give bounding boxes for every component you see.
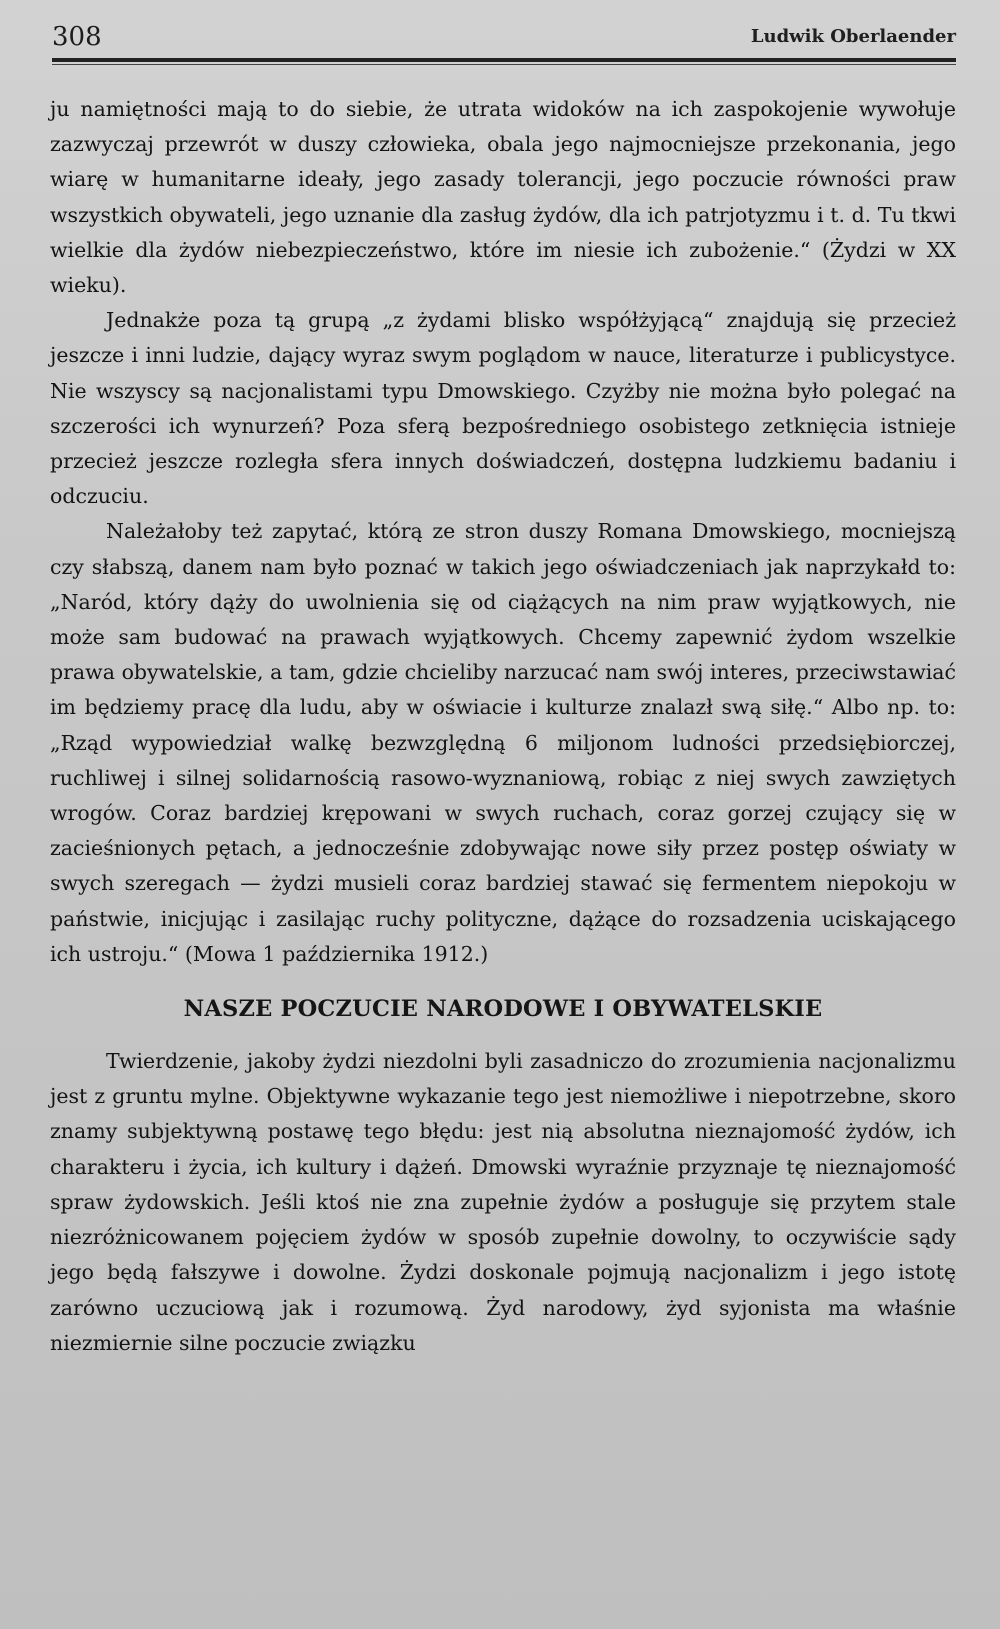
paragraph: Twierdzenie, jakoby żydzi niezdolni byli zasadniczo do zrozumienia nacjonalizmu jest z gruntu mylne. Objektywne wykazanie tego jest niemożliwe i niepotrzebne, skoro znamy subjektywną postawę tego błędu: jest nią absolutna nieznajomość żydów, ich charakteru i życia, ich kultury i dążeń. Dmowski wyraźnie przyznaje tę nieznajomość spraw żydowskich. Jeśli ktoś nie zna zupełnie żydów a posługuje się przytem stale niezróżnicowanem pojęciem żydów w sposób zupełnie dowolny, to oczywiście sądy jego będą fałszywe i dowolne. Żydzi doskonale pojmują nacjonalizm i jego istotę zarówno uczuciową jak i rozumową. Żyd narodowy, żyd syjonista ma właśnie niezmiernie silne poczucie związku xyxy=(50,1049,956,1355)
paragraph-continued: ju namiętności mają to do siebie, że utrata widoków na ich zaspokojenie wywołuje zazwyczaj przewrót w duszy człowieka, obala jego najmocniejsze przekonania, jego wiarę w humanitarne ideały, jego zasady tolerancji, jego poczucie równości praw wszystkich obywateli, jego uznanie dla zasług żydów, dla ich patrjotyzmu i t. d. Tu tkwi wielkie dla żydów niebezpieczeństwo, które im niesie ich zubożenie.“ (Żydzi w XX wieku). xyxy=(50,97,956,298)
page-header xyxy=(52,14,956,60)
paragraph: Należałoby też zapytać, którą ze stron duszy Romana Dmowskiego, mocniejszą czy słabszą, danem nam było poznać w takich jego oświadczeniach jak naprzykałd to: „Naród, który dąży do uwolnienia się od ciążących na nim praw wyjątkowych, nie może sam budować na prawach wyjątkowych. Chcemy zapewnić żydom wszelkie prawa obywatelskie, a tam, gdzie chcieliby narzucać nam swój interes, przeciwstawiać im będziemy pracę dla ludu, aby w oświacie i kulturze znalazł swą siłę.“ Albo np. to: „Rząd wypowiedział walkę bezwzględną 6 miljonom ludności przedsiębiorczej, ruchliwej i silnej solidarnością rasowo-wyznaniową, robiąc z niej swych zawziętych wrogów. Coraz bardziej krępowani w swych ruchach, coraz gorzej czujący się w zacieśnionych pętach, a jednocześnie zdobywając nowe siły przez postęp oświaty w swych szeregach — żydzi musieli coraz bardziej stawać się fermentem niepokoju w państwie, inicjując i zasilając ruchy polityczne, dążące do rozsadzenia uciskającego ich ustroju.“ (Mowa 1 października 1912.) xyxy=(50,519,956,966)
page-number: 308 xyxy=(52,22,102,52)
header-rule xyxy=(52,58,956,65)
paragraph: Jednakże poza tą grupą „z żydami blisko współżyjącą“ znajdują się przecież jeszcze i inni ludzie, dający wyraz swym poglądom w nauce, literaturze i publicystyce. Nie wszyscy są nacjonalistami typu Dmowskiego. Czyżby nie można było polegać na szczerości ich wynurzeń? Poza sferą bezpośredniego osobistego zetknięcia istnieje przecież jeszcze rozległa sfera innych doświadczeń, dostępna ludzkiemu badaniu i odczuciu. xyxy=(50,308,956,509)
body-text xyxy=(50,92,956,1361)
running-head-author: Ludwik Oberlaender xyxy=(750,26,956,47)
section-heading: NASZE POCZUCIE NARODOWE I OBYWATELSKIE xyxy=(183,996,823,1023)
